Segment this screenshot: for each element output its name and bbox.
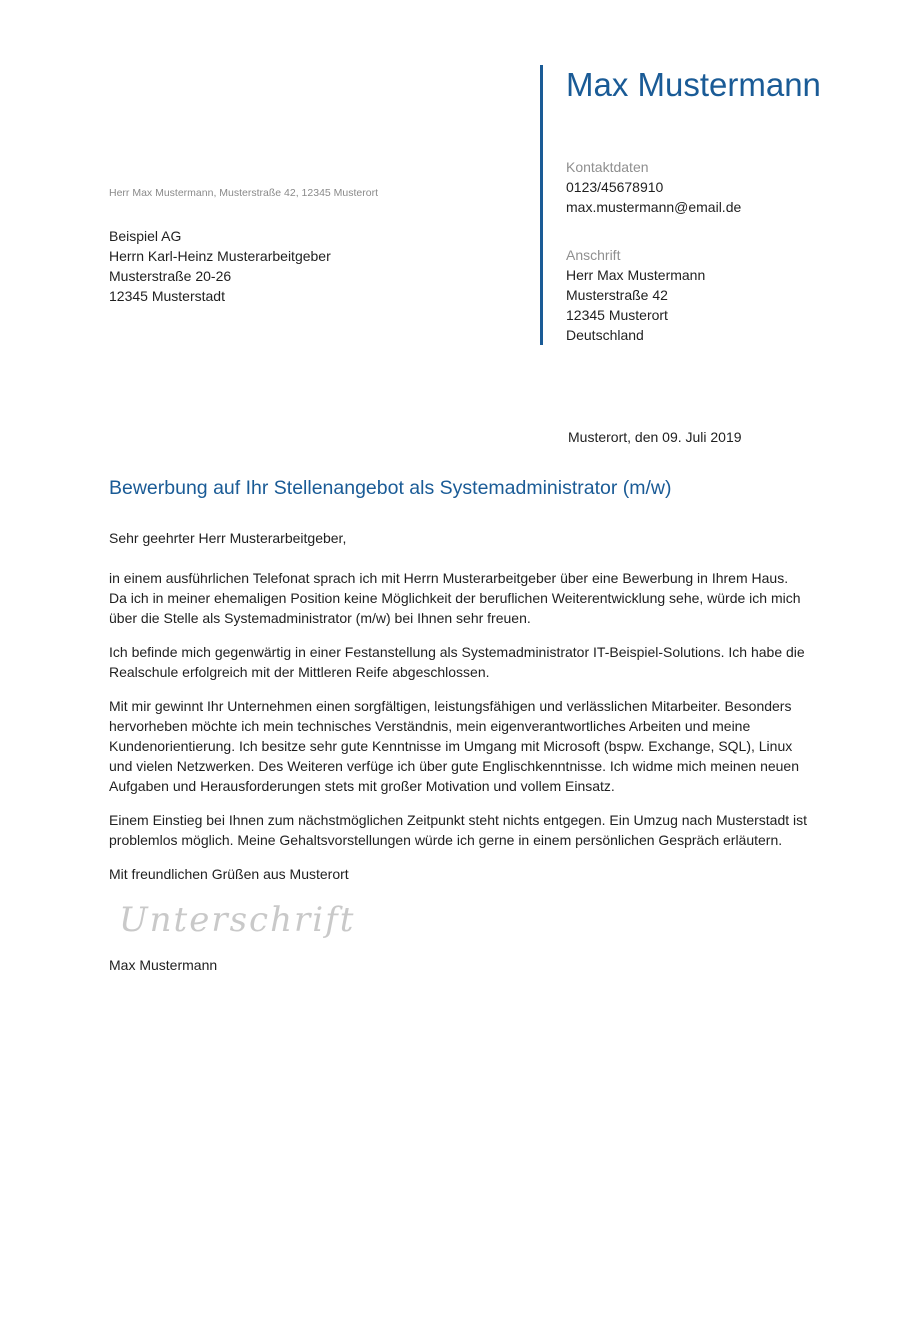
contact-email: max.mustermann@email.de [566,199,742,215]
body-line: Realschule erfolgreich mit der Mittleren Reife abgeschlossen. [109,664,490,680]
body-line: Kundenorientierung. Ich besitze sehr gute Kenntnisse im Umgang mit Microsoft (bspw. Exchange, SQL), Linux [109,738,793,754]
return-address-line: Herr Max Mustermann, Musterstraße 42, 12345 Musterort [109,187,379,199]
contact-phone: 0123/45678910 [566,179,664,195]
body-line: und vielen Netzwerken. Des Weiteren verfüge ich über gute Englischkenntnisse. Ich widme mich meinen neuen [109,758,799,774]
address-line: Herr Max Mustermann [566,267,706,283]
recipient-line: Beispiel AG [109,228,182,244]
signer-name: Max Mustermann [109,957,218,973]
recipient-block [109,226,331,306]
body-line: Mit freundlichen Grüßen aus Musterort [109,866,349,882]
body-line: Da ich in meiner ehemaligen Position keine Möglichkeit der beruflichen Weiterentwicklung sehe, würde ich mich [109,590,801,606]
address-label: Anschrift [566,247,621,263]
body-line: Einem Einstieg bei Ihnen zum nächstmöglichen Zeitpunkt steht nichts entgegen. Ein Umzug nach Musterstadt ist [109,812,808,828]
sender-name: Max Mustermann [566,66,821,103]
salutation: Sehr geehrter Herr Musterarbeitgeber, [109,530,347,546]
body-line: in einem ausführlichen Telefonat sprach ich mit Herrn Musterarbeitgeber über eine Bewerbung in Ihrem Haus. [109,570,789,586]
recipient-line: Herrn Karl-Heinz Musterarbeitgeber [109,248,331,264]
letter-date: Musterort, den 09. Juli 2019 [568,429,742,445]
body-paragraph [109,696,824,796]
recipient-line: Musterstraße 20-26 [109,268,232,284]
signature: Unterschrift [119,900,356,940]
body-line: Mit mir gewinnt Ihr Unternehmen einen sorgfältigen, leistungsfähigen und verlässlichen Mitarbeiter. Besonders [109,698,792,714]
closing-line [109,864,824,884]
body-paragraph [109,810,824,850]
address-line: Musterstraße 42 [566,287,668,303]
body-line: Ich befinde mich gegenwärtig in einer Festanstellung als Systemadministrator IT-Beispiel-Solutions. Ich habe die [109,644,805,660]
contact-label: Kontaktdaten [566,159,649,175]
letter-body [109,528,824,898]
body-line: hervorheben möchte ich mein technisches Verständnis, mein eigenverantwortliches Arbeiten und meine [109,718,751,734]
recipient-line: 12345 Musterstadt [109,288,225,304]
address-line: Deutschland [566,327,644,343]
contact-block [566,157,741,217]
body-line: über die Stelle als Systemadministrator (m/w) bei Ihnen sehr freuen. [109,610,531,626]
address-block [566,245,705,345]
body-line: Aufgaben und Herausforderungen stets mit großer Motivation und vollem Einsatz. [109,778,615,794]
body-line: problemlos möglich. Meine Gehaltsvorstellungen würde ich gerne in einem persönlichen Gespräch erläutern. [109,832,783,848]
address-line: 12345 Musterort [566,307,668,323]
body-paragraph [109,568,824,628]
letter-subject: Bewerbung auf Ihr Stellenangebot als Systemadministrator (m/w) [109,477,672,499]
body-paragraph [109,642,824,682]
accent-bar [540,65,543,345]
